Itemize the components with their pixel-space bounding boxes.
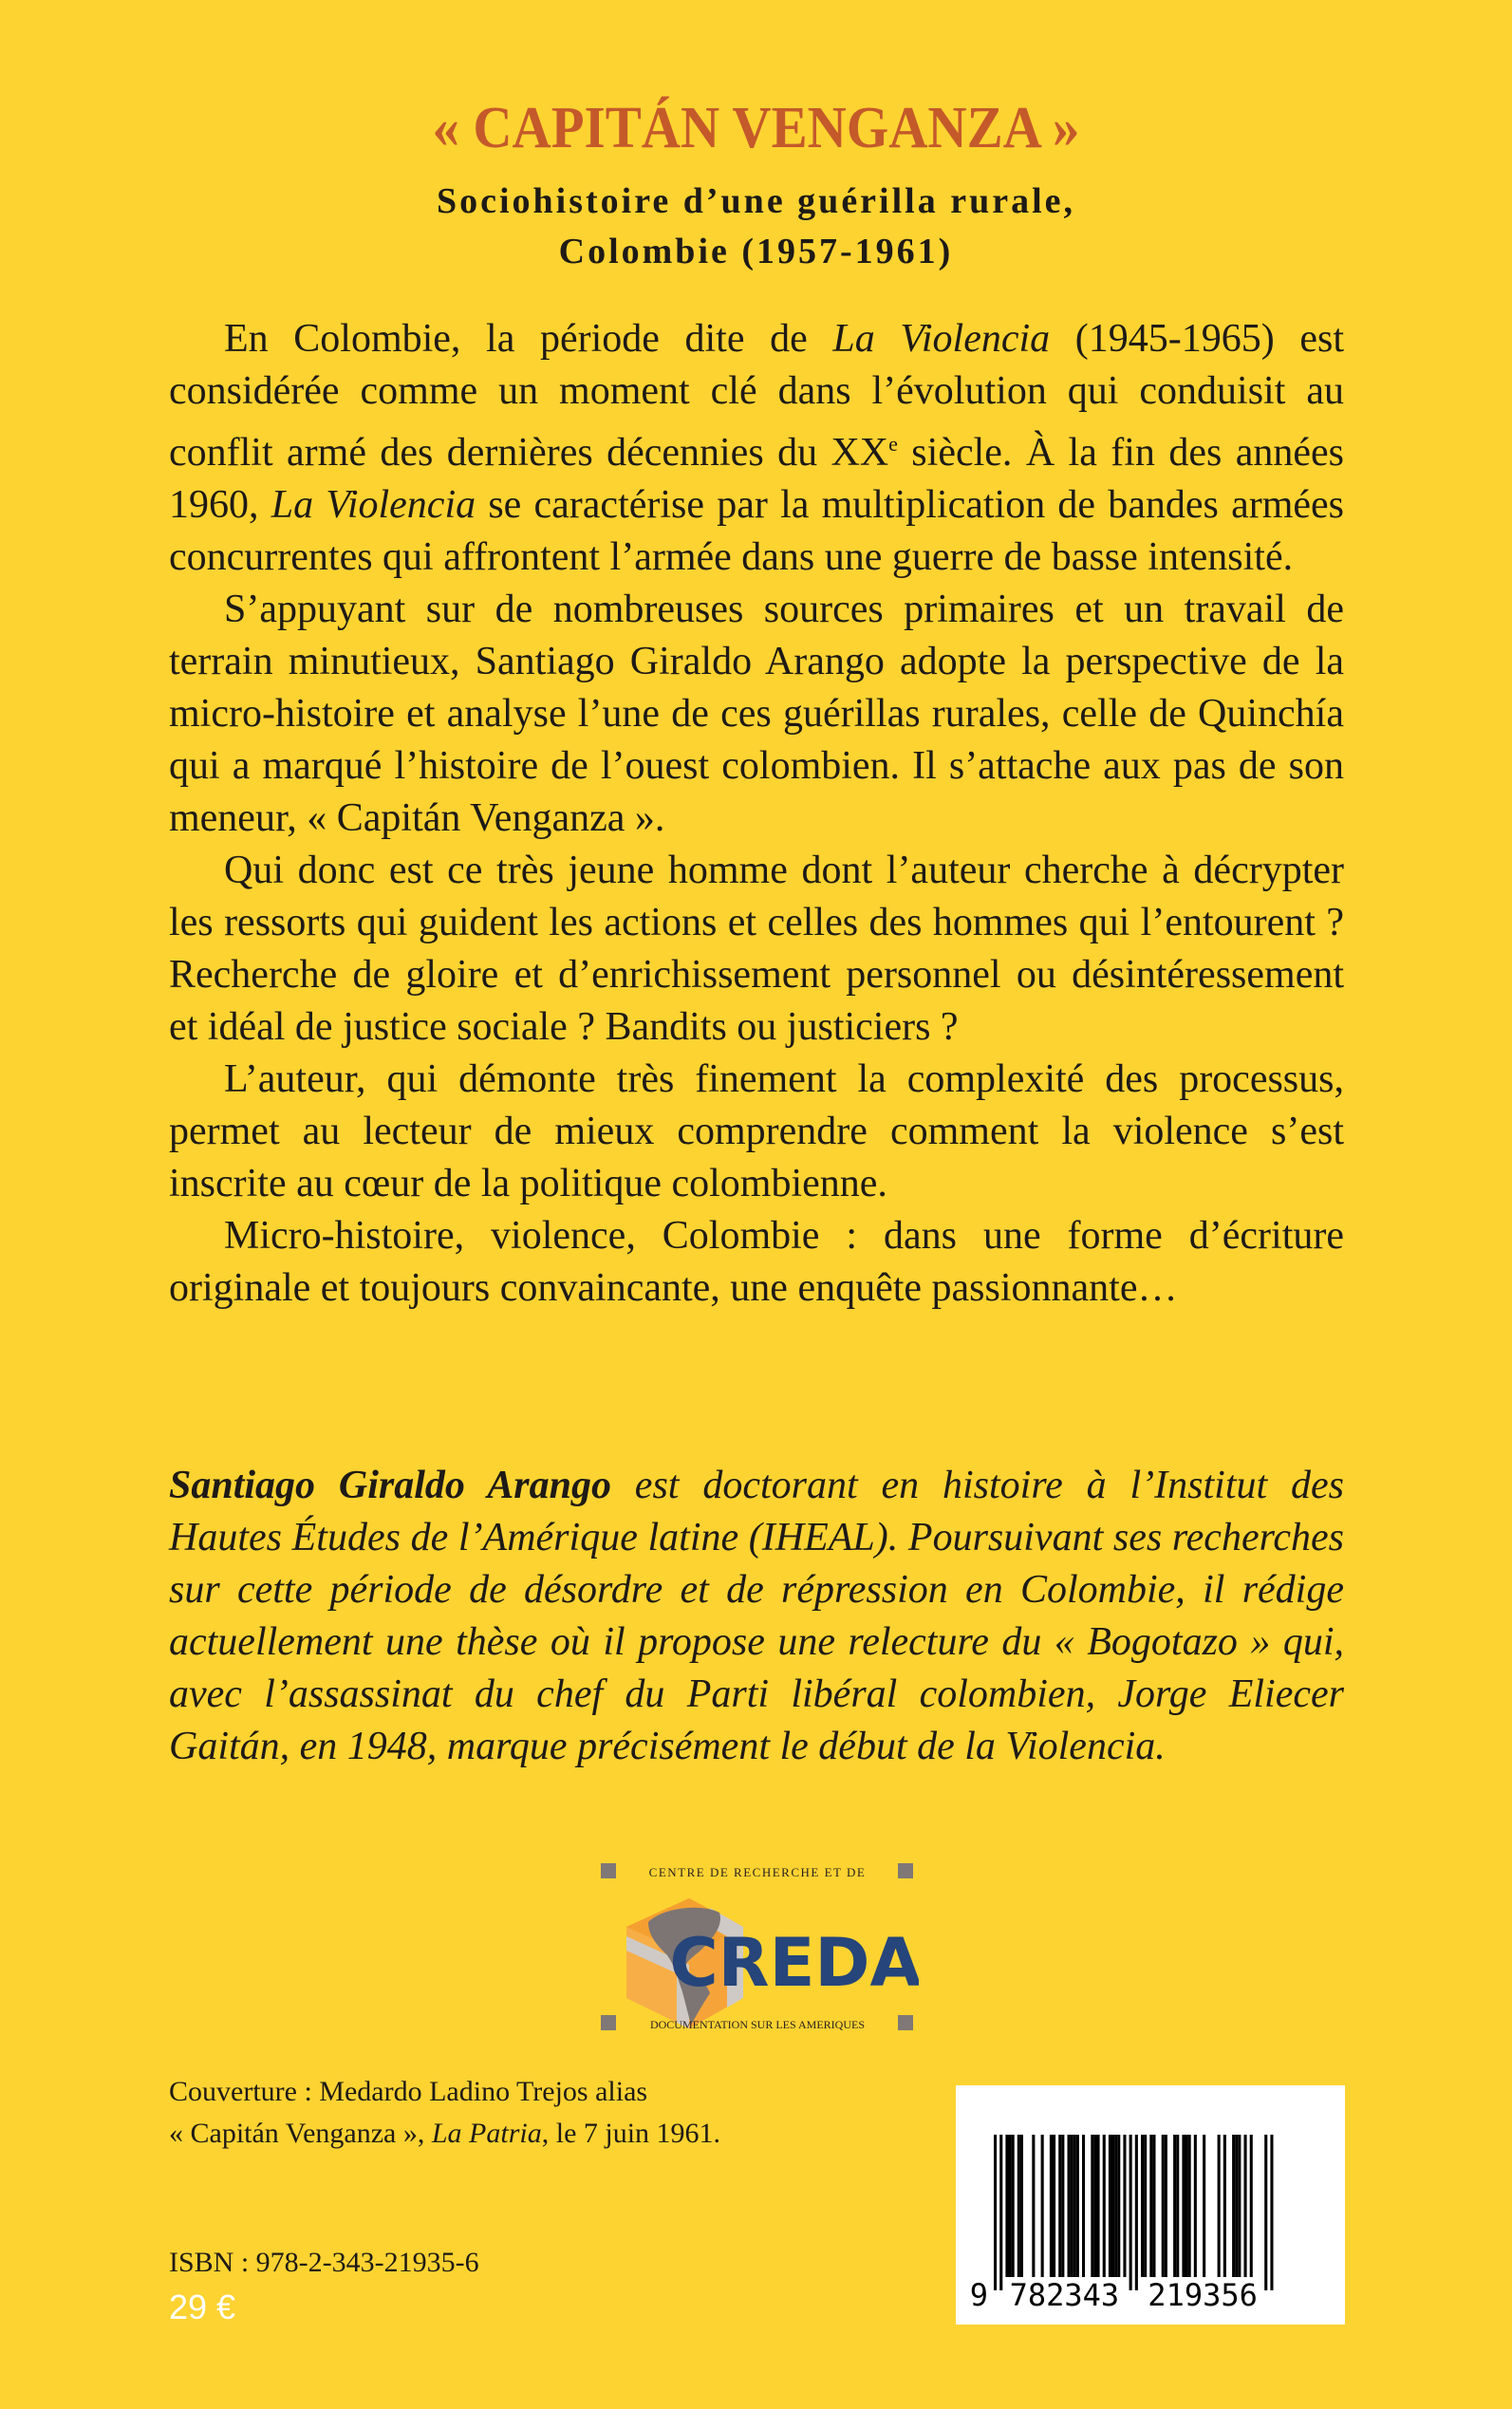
barcode-digits-left: 782343 <box>1009 2277 1120 2313</box>
barcode-bar <box>1135 2135 1138 2290</box>
author-bio <box>169 1460 1344 1773</box>
barcode-bar <box>1097 2135 1100 2277</box>
barcode-bar <box>1235 2135 1238 2277</box>
barcode-bar <box>1176 2135 1179 2277</box>
barcode-bar <box>1114 2135 1117 2277</box>
barcode-bar <box>1073 2135 1076 2277</box>
barcode-bar <box>1111 2135 1114 2277</box>
barcode-bar <box>1185 2135 1188 2277</box>
barcode-bar <box>1109 2135 1111 2277</box>
barcode-bar <box>1053 2135 1055 2277</box>
barcode-bar <box>1250 2135 1253 2277</box>
barcode-bar <box>1218 2135 1221 2277</box>
book-title: « CAPITÁN VENGANZA » <box>432 96 1080 160</box>
barcode-bar <box>1188 2135 1191 2277</box>
barcode-bar <box>1041 2135 1044 2277</box>
paragraph-1 <box>169 313 1344 584</box>
logo-bottom-text: DOCUMENTATION SUR LES AMERIQUES <box>649 2018 866 2031</box>
barcode-bar <box>1020 2135 1023 2277</box>
subtitle-line-1: Sociohistoire d’une guérilla rurale, <box>436 181 1076 221</box>
barcode-bar <box>1223 2135 1226 2277</box>
creda-logo <box>596 1856 919 2041</box>
text: se caractérise par la multiplication de bandes armées concurrentes qui affrontent l’armée dans une guerre de basse intensité. <box>169 483 1345 579</box>
bio-text: est doctorant en histoire à l’Institut des Hautes Études de l’Amérique latine (IHEAL). Poursuivant ses recherches sur cette période de désordre et de répression en Colombie, il rédige actuellement une thèse où il propose une relecture du « Bogotazo » qui, avec l’assassinat du chef du Parti libéral colombien, Jorge Eliecer Gaitán, en 1948, marque précisément le début de la Violencia. <box>169 1464 1344 1768</box>
italic-text: La Violencia <box>271 483 476 527</box>
text: , le 7 juin 1961. <box>541 2118 721 2149</box>
barcode-bar <box>1012 2135 1015 2277</box>
barcode-bar <box>1149 2135 1152 2277</box>
barcode-bar <box>1117 2135 1120 2277</box>
barcode-digits-right: 219356 <box>1148 2277 1258 2313</box>
barcode-bar <box>1032 2135 1035 2277</box>
text: En Colombie, la période dite de <box>224 317 833 361</box>
barcode-bar <box>1270 2135 1273 2290</box>
logo-top-text: CENTRE DE RECHERCHE ET DE <box>648 1865 867 1879</box>
logo-name: CREDA <box>669 1924 919 2002</box>
paragraph-5: Micro-histoire, violence, Colombie : dans une forme d’écriture originale et toujours convaincante, une enquête passionnante… <box>169 1214 1344 1310</box>
text: (1945-1965) est considérée comme un moment clé dans l’évolution qui conduisit au conflit armé des dernières décennies du XX <box>169 317 1345 475</box>
barcode-bar <box>1058 2135 1061 2277</box>
italic-text: La Violencia <box>832 317 1051 361</box>
barcode-digit-first: 9 <box>969 2277 988 2313</box>
barcode-bar <box>1144 2135 1147 2277</box>
paragraph-2: S’appuyant sur de nombreuses sources primaires et un travail de terrain minutieux, Santiago Giraldo Arango adopte la perspective de la micro-histoire et analyse l’une de ces guérillas rurales, celle de Quinchía qui a marqué l’histoire de l’ouest colombien. Il s’attache aux pas de son meneur, « Capitán Venganza ». <box>169 588 1344 840</box>
barcode-bar <box>999 2135 1002 2290</box>
barcode-bar <box>1082 2135 1085 2277</box>
logo-square <box>898 1863 913 1878</box>
barcode-bar <box>1244 2135 1247 2277</box>
barcode-bar <box>1129 2135 1132 2290</box>
subtitle-line-2: Colombie (1957-1961) <box>558 232 954 271</box>
barcode-bar <box>1017 2135 1020 2277</box>
superscript: e <box>888 432 898 456</box>
barcode-bar <box>1203 2135 1205 2277</box>
text: « Capitán Venganza », <box>169 2118 432 2149</box>
author-name: Santiago Giraldo Arango <box>169 1464 611 1507</box>
barcode-bar <box>1194 2135 1197 2277</box>
barcode-bar <box>1091 2135 1093 2277</box>
barcode-bar <box>1141 2135 1144 2277</box>
barcode-bar <box>1076 2135 1079 2277</box>
barcode-bar <box>1009 2135 1012 2277</box>
italic-text: La Patria <box>431 2118 542 2149</box>
logo-square <box>601 2015 616 2030</box>
logo-square <box>601 1863 616 1878</box>
barcode-bar <box>1238 2135 1241 2277</box>
isbn: ISBN : 978-2-343-21935-6 <box>169 2247 479 2278</box>
barcode-bar <box>1061 2135 1064 2277</box>
price: 29 € <box>169 2288 236 2326</box>
barcode-bar <box>1182 2135 1185 2277</box>
cover-credit-line-1: Couverture : Medardo Ladino Trejos alias <box>169 2076 648 2107</box>
barcode-bar <box>1050 2135 1053 2277</box>
barcode-bar <box>994 2135 997 2290</box>
text: siècle. À la fin des années 1960, <box>169 431 1344 527</box>
barcode-bar <box>1152 2135 1155 2277</box>
barcode-bar <box>1093 2135 1096 2277</box>
barcode-bar <box>1165 2135 1167 2277</box>
paragraph-4: L’auteur, qui démonte très finement la complexité des processus, permet au lecteur de mieux comprendre comment la violence s’est inscrite au cœur de la politique colombienne. <box>169 1057 1344 1205</box>
barcode-bar <box>1071 2135 1073 2277</box>
paragraph-3: Qui donc est ce très jeune homme dont l’auteur cherche à décrypter les ressorts qui guident les actions et celles des hommes qui l’entourent ? Recherche de gloire et d’enrichissement personnel ou désintéressement et idéal de justice sociale ? Bandits ou justiciers ? <box>169 849 1344 1049</box>
barcode-bar <box>1123 2135 1126 2277</box>
barcode-bar <box>1264 2135 1267 2290</box>
synopsis <box>169 313 1344 1315</box>
barcode-bar <box>1005 2135 1008 2277</box>
barcode-bar <box>1232 2135 1235 2277</box>
barcode-bar <box>1173 2135 1176 2277</box>
logo-square <box>898 2015 913 2030</box>
cover-credit-line-2 <box>169 2113 720 2155</box>
barcode-bar <box>1162 2135 1165 2277</box>
barcode <box>956 2085 1345 2325</box>
barcode-bar <box>1068 2135 1071 2277</box>
barcode-bar <box>1103 2135 1106 2277</box>
